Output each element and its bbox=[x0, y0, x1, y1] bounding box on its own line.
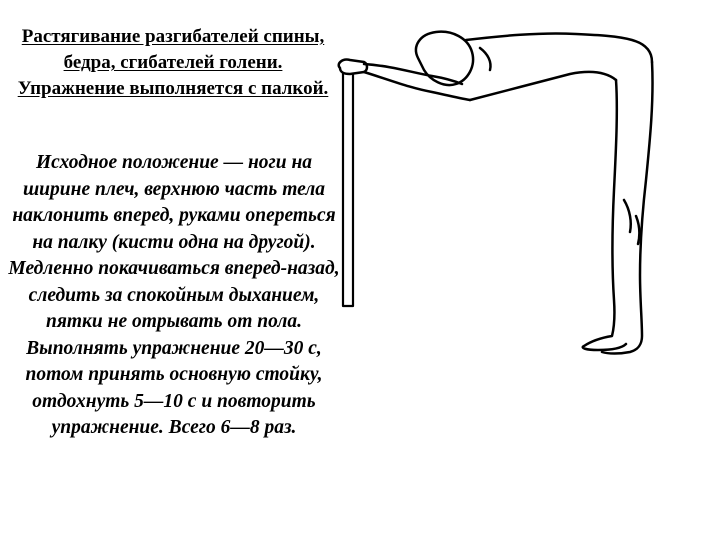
exercise-instructions: Исходное положение — ноги на ширине плеч, верхнюю часть тела наклонить вперед, руками опереться на палку (кисти одна на другой). Медленно покачиваться вперед-назад, следить за спокойным дыханием, пятки не отрывать от пола. Выполнять упражнение 20—30 с, потом принять основную стойку, отдохнуть 5—10 с и повторить упражнение. Всего 6—8 раз. bbox=[8, 152, 340, 438]
belly bbox=[470, 72, 616, 100]
upper-arm-line bbox=[364, 64, 462, 84]
lower-arm-line bbox=[364, 72, 470, 100]
back bbox=[466, 33, 652, 62]
stick bbox=[343, 70, 353, 306]
hands bbox=[339, 60, 367, 74]
person-bending-forward-with-stick-icon bbox=[330, 20, 660, 360]
head bbox=[416, 32, 473, 85]
exercise-title: Растягивание разгибателей спины, бедра, сгибателей голени. Упражнение выполняется с палкой. bbox=[17, 26, 329, 99]
front-leg bbox=[583, 80, 626, 350]
